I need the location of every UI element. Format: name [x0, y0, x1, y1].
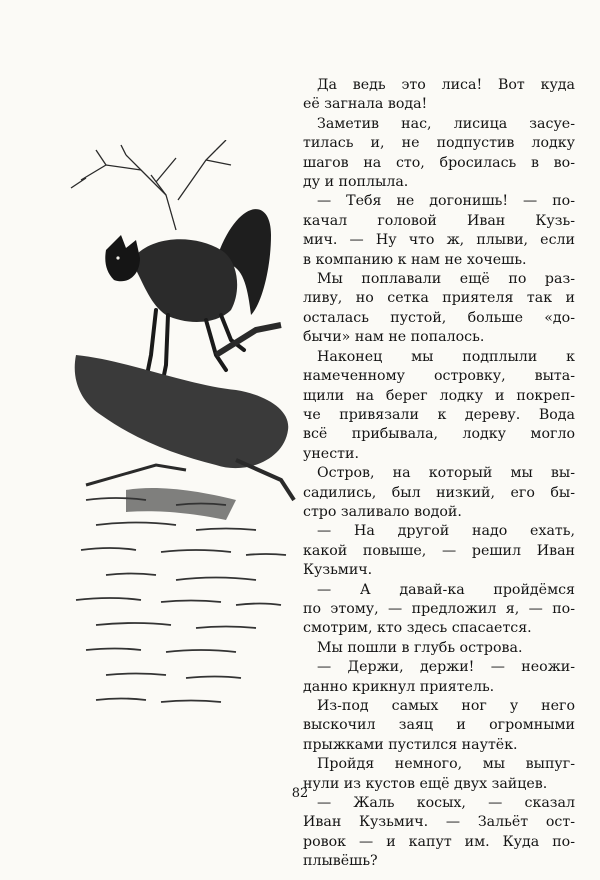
text-line: качал головой Иван Кузь-: [303, 212, 575, 229]
paragraph: [303, 794, 575, 872]
text-line: мич. — Ну что ж, плыви, если: [303, 232, 575, 249]
text-line: ливу, но сетка приятеля так и: [303, 290, 575, 307]
text-line: унести.: [303, 445, 359, 462]
text-line: че привязали к дереву. Вода: [303, 406, 575, 423]
text-line: осталась пустой, больше «до-: [303, 309, 575, 326]
text-line: садились, был низкий, его бы-: [303, 484, 575, 501]
text-line: Мы поплавали ещё по раз-: [317, 271, 575, 288]
text-line: какой повыше, — решил Иван: [303, 542, 575, 559]
text-line: Мы пошли в глубь острова.: [317, 639, 523, 656]
paragraph: [303, 76, 575, 115]
text-line: щили на берег лодку и покреп-: [303, 387, 575, 404]
fox-body: [136, 239, 237, 322]
text-line: Да ведь это лиса! Вот куда: [317, 77, 575, 93]
text-line: в компанию к нам не хочешь.: [303, 251, 527, 268]
water-ripples: [76, 498, 286, 702]
text-line: шагов на сто, бросилась в во-: [303, 154, 575, 171]
page-number: 82: [291, 786, 309, 801]
text-line: прыжками пустился наутёк.: [303, 736, 518, 753]
text-line: тилась и, не подпустив лодку: [303, 135, 575, 152]
text-line: Кузьмич.: [303, 562, 373, 579]
text-line: ровок — и капут им. Куда по-: [303, 833, 575, 850]
fox-on-island-illustration: [66, 140, 298, 720]
text-line: Пройдя немного, мы выпуг-: [317, 756, 575, 773]
fox-illustration-drawing: [66, 140, 298, 720]
text-line: данно крикнул приятель.: [303, 678, 495, 695]
paragraph: [303, 658, 575, 697]
text-line: нули из кустов ещё двух зайцев.: [303, 775, 548, 792]
text-line: всё прибывала, лодку могло: [303, 426, 575, 443]
bare-branches: [71, 140, 231, 230]
text-line: по этому, — предложил я, — по-: [303, 600, 575, 617]
text-line: — А давай-ка пройдёмся: [317, 581, 575, 598]
paragraph: [303, 581, 575, 639]
paragraph: [303, 522, 575, 580]
paragraph: [303, 464, 575, 522]
text-line: плывёшь?: [303, 853, 378, 870]
paragraph: [303, 115, 575, 193]
text-line: Из-под самых ног у него: [317, 698, 575, 714]
fox-head: [105, 235, 140, 281]
text-line: — Тебя не догонишь! — по-: [317, 193, 575, 210]
text-line: Иван Кузьмич. — Зальёт ост-: [303, 814, 575, 831]
text-line: — На другой надо ехать,: [317, 523, 575, 540]
text-line: выскочил заяц и огромными: [303, 717, 575, 734]
paragraph: [303, 270, 575, 348]
paragraph: [303, 192, 575, 270]
island-log: [75, 355, 289, 468]
text-line: Остров, на который мы вы-: [317, 465, 575, 482]
text-line: бычи» нам не попалось.: [303, 329, 485, 346]
paragraph: [303, 697, 575, 755]
text-line: смотрим, кто здесь спасается.: [303, 620, 532, 637]
text-line: — Держи, держи! — неожи-: [317, 659, 575, 676]
paragraph: [303, 639, 575, 658]
text-line: — Жаль косых, — сказал: [317, 795, 575, 812]
text-line: стро заливало водой.: [303, 503, 462, 520]
text-line: намеченному островку, выта-: [303, 368, 575, 385]
text-line: ду и поплыла.: [303, 174, 409, 191]
text-line: её загнала вода!: [303, 96, 428, 113]
story-text: [303, 76, 575, 872]
text-line: Заметив нас, лисица засуе-: [317, 115, 575, 132]
text-line: Наконец мы подплыли к: [317, 348, 575, 365]
paragraph: [303, 348, 575, 464]
